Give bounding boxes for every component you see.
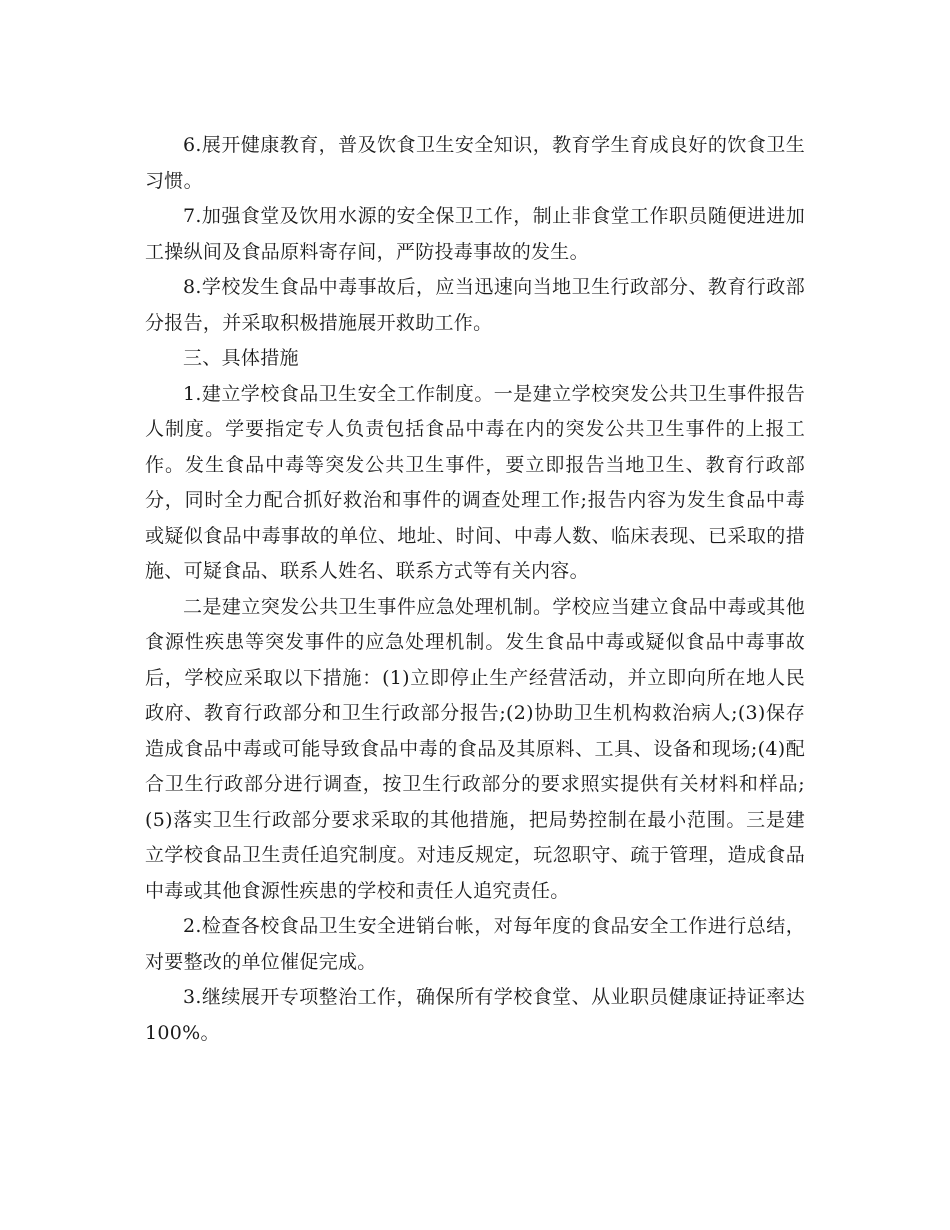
paragraph-measure-3: 3.继续展开专项整治工作，确保所有学校食堂、从业职员健康证持证率达100%。 [145,986,805,1044]
paragraph-measure-2: 2.检查各校食品卫生安全进销台帐，对每年度的食品安全工作进行总结，对要整改的单位催促完成。 [145,915,805,973]
document-page [145,128,805,1051]
paragraph-item-6: 6.展开健康教育，普及饮食卫生安全知识，教育学生育成良好的饮食卫生习惯。 [145,134,805,192]
paragraph-measure-1: 1.建立学校食品卫生安全工作制度。一是建立学校突发公共卫生事件报告人制度。学要指定专人负责包括食品中毒在内的突发公共卫生事件的上报工作。发生食品中毒等突发公共卫生事件，要立即报告当地卫生、教育行政部分，同时全力配合抓好救治和事件的调查处理工作;报告内容为发生食品中毒或疑似食品中毒事故的单位、地址、时间、中毒人数、临床表现、已采取的措施、可疑食品、联系人姓名、联系方式等有关内容。 [145,382,805,582]
section-heading-specific-measures: 三、具体措施 [183,347,299,369]
paragraph-item-8: 8.学校发生食品中毒事故后，应当迅速向当地卫生行政部分、教育行政部分报告，并采取积极措施展开救助工作。 [145,276,805,334]
paragraph-item-7: 7.加强食堂及饮用水源的安全保卫工作，制止非食堂工作职员随便进进加工操纵间及食品原料寄存间，严防投毒事故的发生。 [145,205,805,263]
paragraph-measure-1-part-2: 二是建立突发公共卫生事件应急处理机制。学校应当建立食品中毒或其他食源性疾患等突发事件的应急处理机制。发生食品中毒或疑似食品中毒事故后，学校应采取以下措施：(1)立即停止生产经营活动，并立即向所在地人民政府、教育行政部分和卫生行政部分报告;(2)协助卫生机构救治病人;(3)保存造成食品中毒或可能导致食品中毒的食品及其原料、工具、设备和现场;(4)配合卫生行政部分进行调查，按卫生行政部分的要求照实提供有关材料和样品;(5)落实卫生行政部分要求采取的其他措施，把局势控制在最小范围。三是建立学校食品卫生责任追究制度。对违反规定，玩忽职守、疏于管理，造成食品中毒或其他食源性疾患的学校和责任人追究责任。 [145,595,805,902]
